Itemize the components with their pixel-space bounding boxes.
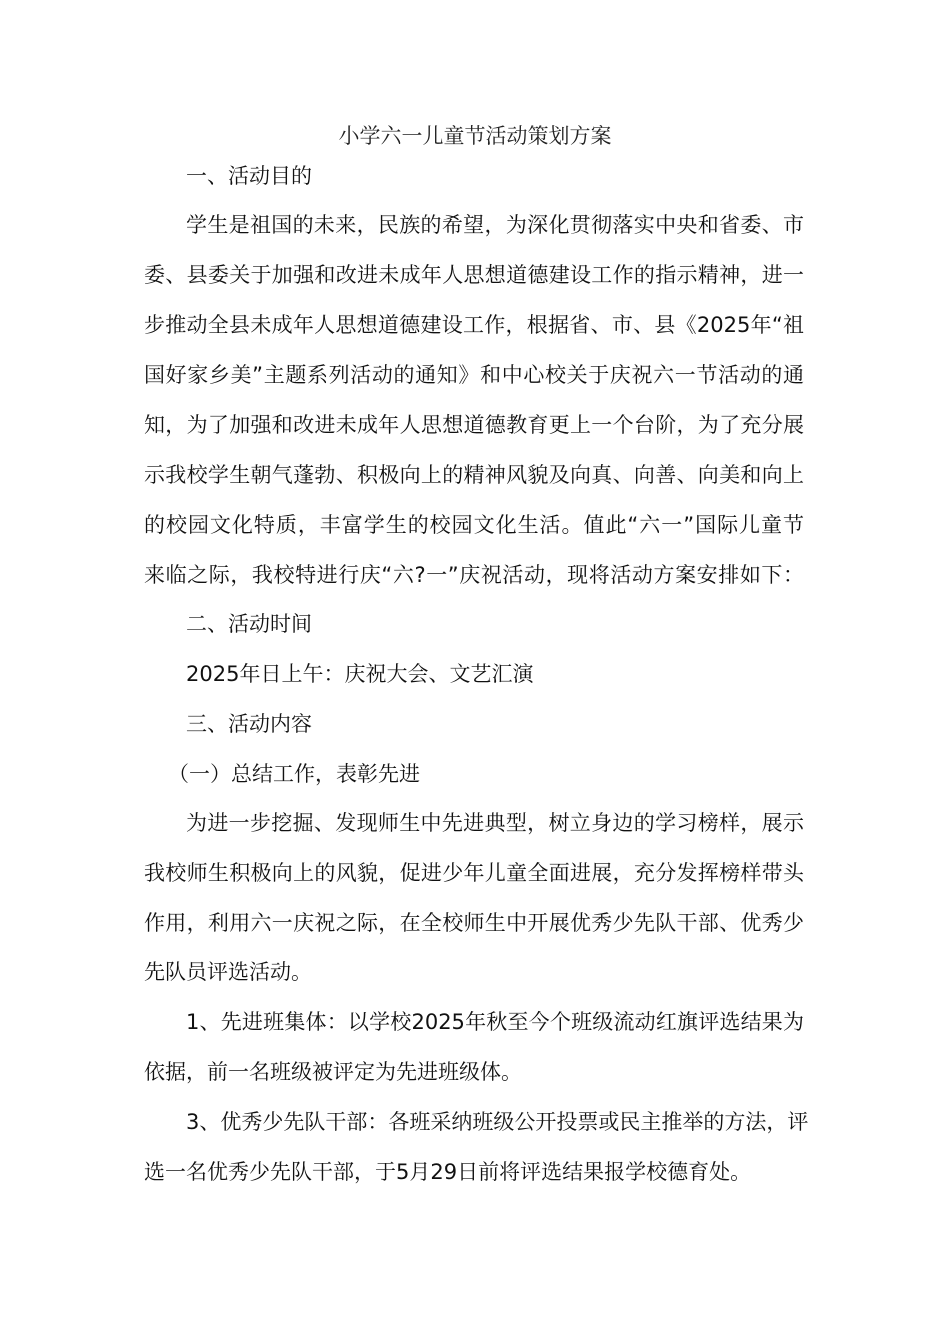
paragraph-line: 知，为了加强和改进未成年人思想道德教育更上一个台阶，为了充分展	[144, 413, 804, 437]
section-heading-purpose: 一、活动目的	[186, 164, 312, 188]
paragraph-line: 我校师生积极向上的风貌，促进少年儿童全面进展，充分发挥榜样带头	[144, 861, 804, 885]
paragraph-line: 步推动全县未成年人思想道德建设工作，根据省、市、县《2025年“祖	[144, 313, 804, 337]
list-item-line: 1、先进班集体：以学校2025年秋至今个班级流动红旗评选结果为	[186, 1010, 804, 1034]
paragraph-line: 的校园文化特质，丰富学生的校园文化生活。值此“六一”国际儿童节	[144, 513, 804, 537]
paragraph-line: 为进一步挖掘、发现师生中先进典型，树立身边的学习榜样，展示	[186, 811, 804, 835]
paragraph-line: 委、县委关于加强和改进未成年人思想道德建设工作的指示精神，进一	[144, 263, 804, 287]
section-heading-time: 二、活动时间	[186, 612, 312, 636]
document-title: 小学六一儿童节活动策划方案	[338, 124, 612, 148]
paragraph-line: 示我校学生朝气蓬勃、积极向上的精神风貌及向真、向善、向美和向上	[144, 463, 804, 487]
subsection-heading: （一）总结工作，表彰先进	[168, 762, 420, 786]
list-item-line: 选一名优秀少先队干部，于5月29日前将评选结果报学校德育处。	[144, 1160, 752, 1184]
paragraph-line: 学生是祖国的未来，民族的希望，为深化贯彻落实中央和省委、市	[186, 213, 804, 237]
list-item-line: 3、优秀少先队干部：各班采纳班级公开投票或民主推举的方法，评	[186, 1110, 809, 1134]
paragraph-line: 作用，利用六一庆祝之际，在全校师生中开展优秀少先队干部、优秀少	[144, 911, 804, 935]
paragraph-line: 来临之际，我校特进行庆“六?一”庆祝活动，现将活动方案安排如下：	[144, 563, 804, 587]
paragraph-line: 先队员评选活动。	[144, 960, 312, 984]
time-detail: 2025年日上午：庆祝大会、文艺汇演	[186, 662, 534, 686]
paragraph-line: 国好家乡美”主题系列活动的通知》和中心校关于庆祝六一节活动的通	[144, 363, 804, 387]
list-item-line: 依据，前一名班级被评定为先进班级体。	[144, 1060, 522, 1084]
section-heading-content: 三、活动内容	[186, 712, 312, 736]
